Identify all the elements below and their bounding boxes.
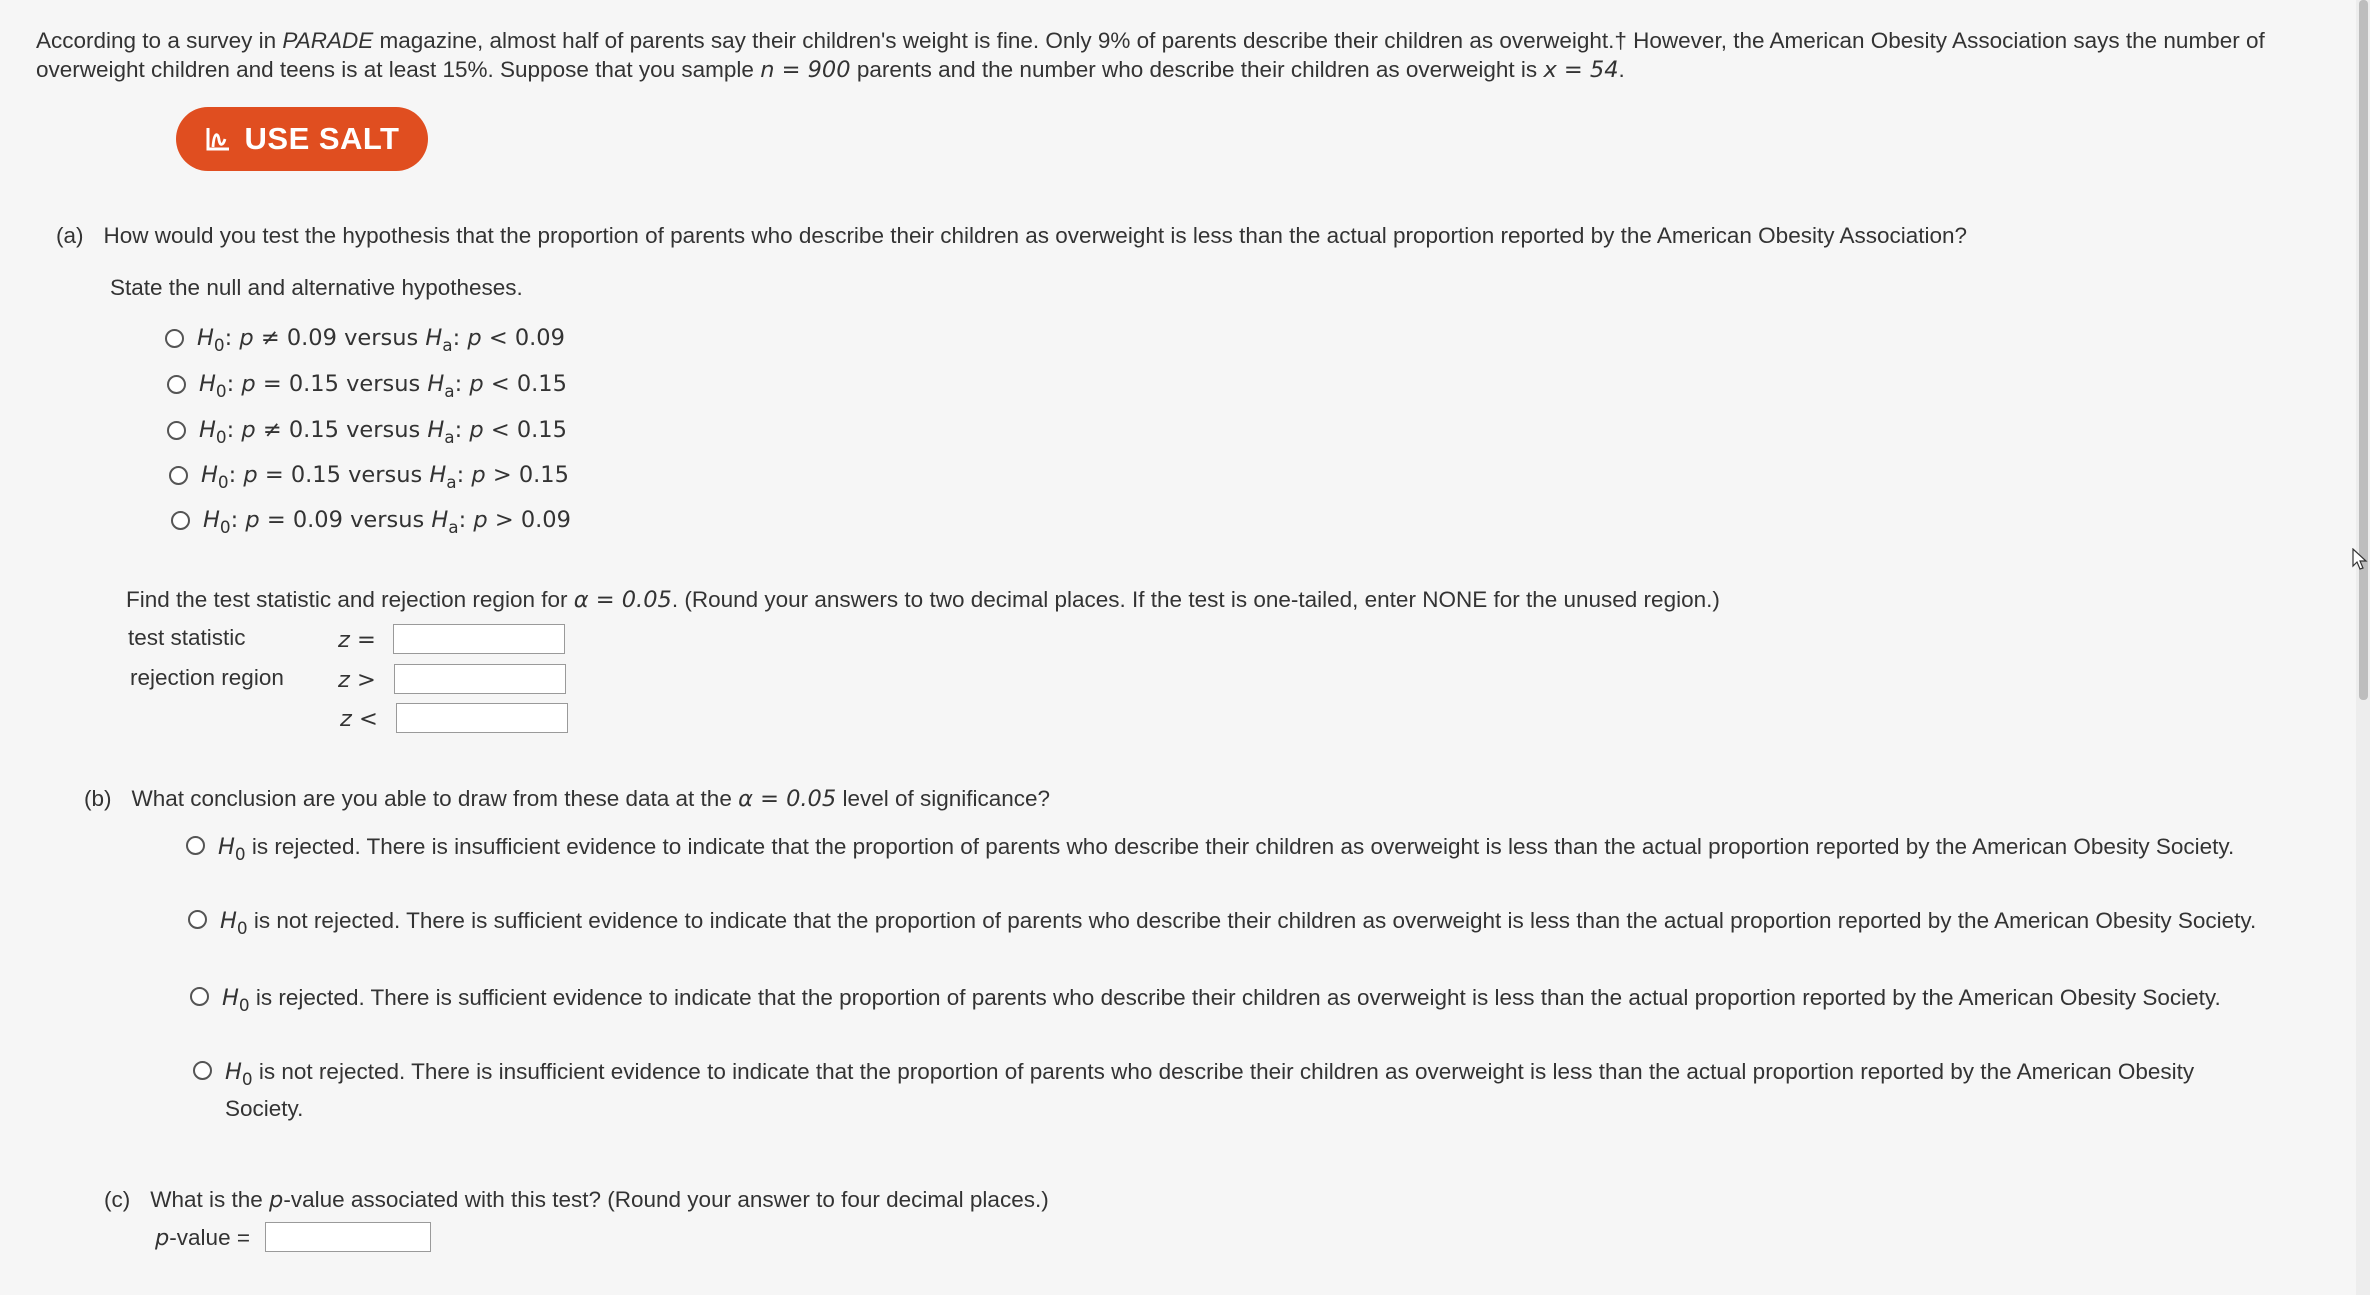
hypothesis-option-5[interactable]: [171, 507, 571, 537]
rejection-region-label: rejection region: [130, 665, 284, 690]
conclusion-option-text: $H_0$ is rejected. There is insufficient evidence to indicate that the proportion of parents who describe their children as overweight is less than the actual proportion reported by the American Obesity Society.: [218, 834, 2235, 864]
hypothesis-option-text: $H_0$: p = 0.09 versus $H_a$: p > 0.09: [203, 507, 571, 537]
conclusion-option-4[interactable]: [193, 1057, 2275, 1124]
radio-button[interactable]: [167, 421, 186, 440]
radio-button[interactable]: [188, 910, 207, 929]
count-x: x = 54: [1543, 57, 1619, 83]
part-b-question: (b) What conclusion are you able to draw from these data at the α = 0.05 level of significance?: [84, 786, 1051, 812]
magazine-name: PARADE: [282, 28, 374, 53]
use-salt-label: USE SALT: [244, 121, 400, 156]
radio-button[interactable]: [190, 987, 209, 1006]
hypothesis-option-text: $H_0$: p = 0.15 versus $H_a$: p < 0.15: [199, 371, 567, 401]
intro-text-1: According to a survey in: [36, 28, 283, 53]
radio-button[interactable]: [171, 511, 190, 530]
hypothesis-option-text: $H_0$: p ≠ 0.15 versus $H_a$: p < 0.15: [199, 417, 567, 447]
z-equals: z =: [338, 627, 376, 653]
scrollbar-thumb[interactable]: [2359, 0, 2368, 700]
intro-text-2: magazine, almost half of parents say their children's weight is fine. Only 9% of parents describe their children as overweight.† However, the American Obesity Association says the number of overweight children and teens is at least 15%. Suppose that you sample: [36, 28, 2265, 82]
part-a-label: (a): [56, 223, 84, 248]
hypothesis-option-text: $H_0$: p ≠ 0.09 versus $H_a$: p < 0.09: [197, 325, 565, 355]
part-c-question: (c) What is the p-value associated with this test? (Round your answer to four decimal places.): [104, 1187, 1049, 1213]
hypothesis-option-2[interactable]: [167, 371, 567, 401]
problem-intro: According to a survey in PARADE magazine, almost half of parents say their children's weight is fine. Only 9% of parents describe their children as overweight.† However, the American Obesity Association says the number of overweight children and teens is at least 15%. Suppose that you sample n = 900 parents and the number who describe their children as overweight is x = 54.: [36, 28, 2265, 83]
hypothesis-option-text: $H_0$: p = 0.15 versus $H_a$: p > 0.15: [201, 462, 569, 492]
p-value-input[interactable]: [265, 1222, 431, 1252]
radio-button[interactable]: [186, 836, 205, 855]
vertical-scrollbar[interactable]: [2356, 0, 2370, 1295]
use-salt-button[interactable]: [176, 107, 428, 171]
part-a-prompt: State the null and alternative hypotheses.: [110, 275, 523, 300]
conclusion-option-text: $H_0$ is rejected. There is sufficient evidence to indicate that the proportion of parents who describe their children as overweight is less than the actual proportion reported by the American Obesity Society.: [222, 985, 2221, 1015]
sample-size: n = 900: [760, 57, 851, 83]
radio-button[interactable]: [169, 466, 188, 485]
hypothesis-option-3[interactable]: [167, 417, 567, 447]
rejection-upper-input[interactable]: [394, 664, 566, 694]
p-value-label: p-value =: [155, 1225, 250, 1251]
radio-button[interactable]: [167, 375, 186, 394]
intro-text-3: parents and the number who describe their children as overweight is: [850, 57, 1544, 82]
radio-button[interactable]: [165, 329, 184, 348]
part-c-label: (c): [104, 1187, 131, 1212]
z-greater-than: z >: [338, 667, 376, 693]
rejection-lower-input[interactable]: [396, 703, 568, 733]
conclusion-option-3[interactable]: [190, 983, 2272, 1020]
radio-button[interactable]: [193, 1061, 212, 1080]
hypothesis-option-4[interactable]: [169, 462, 569, 492]
conclusion-option-2[interactable]: [188, 906, 2270, 943]
conclusion-option-text: $H_0$ is not rejected. There is insufficient evidence to indicate that the proportion of parents who describe their children as overweight is less than the actual proportion reported by the American Obesity Society.: [225, 1059, 2195, 1121]
hypothesis-option-1[interactable]: [165, 325, 565, 355]
conclusion-option-1[interactable]: [186, 832, 2268, 869]
part-b-label: (b): [84, 786, 112, 811]
part-a-question: (a) How would you test the hypothesis that the proportion of parents who describe their children as overweight is less than the actual proportion reported by the American Obesity Association?: [56, 223, 1968, 248]
test-statistic-input[interactable]: [393, 624, 565, 654]
conclusion-option-text: $H_0$ is not rejected. There is sufficient evidence to indicate that the proportion of parents who describe their children as overweight is less than the actual proportion reported by the American Obesity Society.: [220, 908, 2257, 938]
test-statistic-instructions: Find the test statistic and rejection region for α = 0.05. (Round your answers to two decimal places. If the test is one-tailed, enter NONE for the unused region.): [126, 587, 1720, 613]
cursor-icon: [2352, 548, 2368, 570]
z-less-than: z <: [340, 706, 378, 732]
salt-chart-icon: [205, 126, 231, 152]
test-statistic-label: test statistic: [128, 625, 246, 650]
